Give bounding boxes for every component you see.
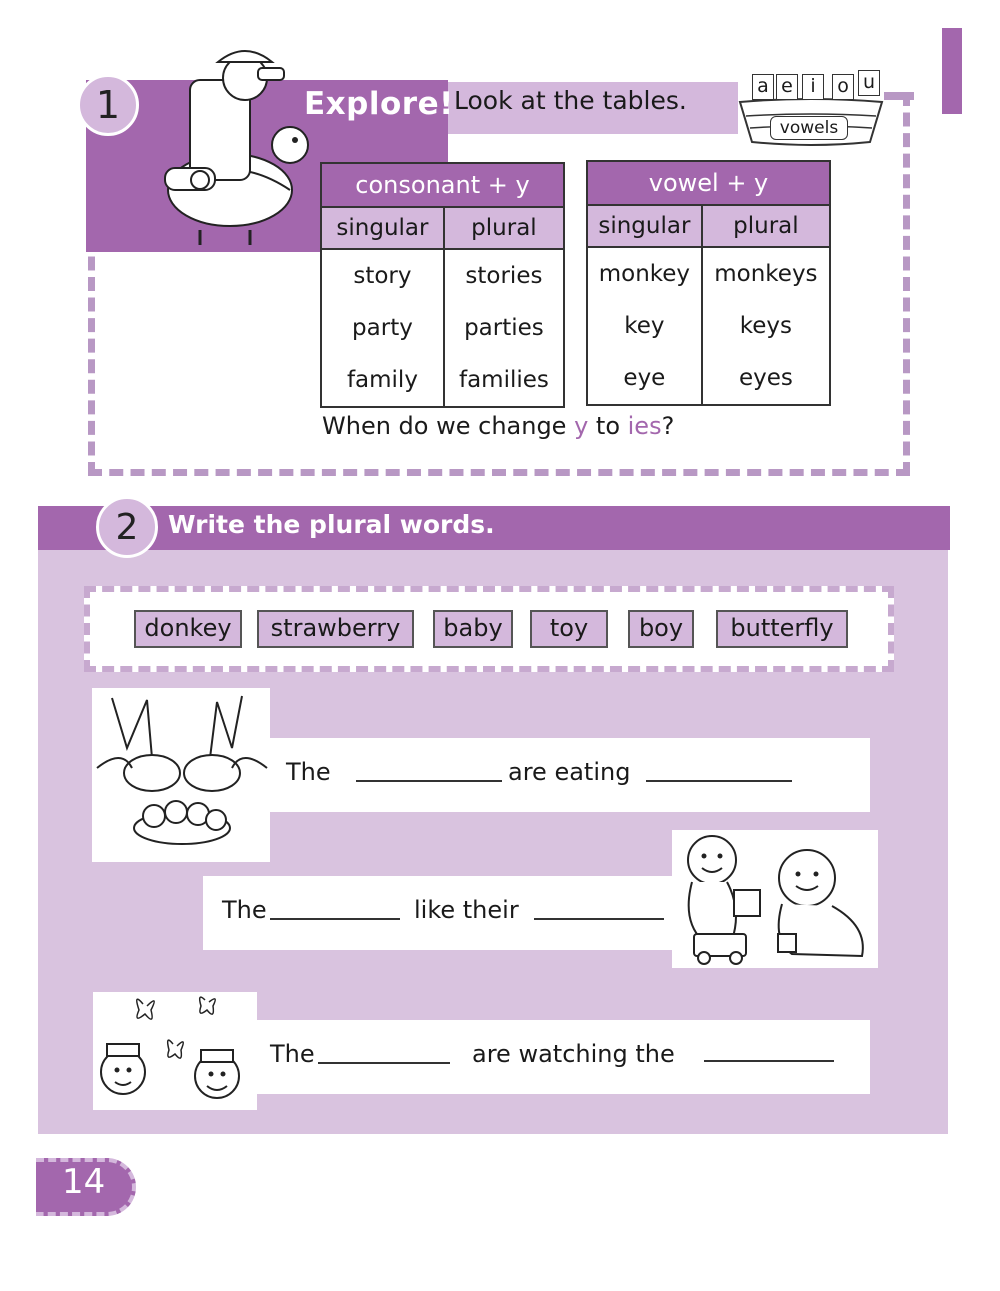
table-title: vowel + y (587, 161, 830, 205)
table-cell: family (321, 354, 444, 407)
instruction-text: Look at the tables. (454, 86, 687, 115)
sentence-1-word-the: The (286, 758, 331, 786)
vowel-e: e (776, 74, 798, 100)
vowel-i: i (802, 74, 824, 100)
sentence-1-verb: are eating (508, 758, 631, 786)
answer-blank[interactable] (356, 780, 502, 782)
word-tile-toy[interactable]: toy (530, 610, 608, 648)
vowel-a: a (752, 74, 774, 100)
sentence-2-verb: like their (414, 896, 519, 924)
vowels-label: vowels (770, 116, 848, 140)
table-cell: stories (444, 249, 564, 302)
column-header: singular (587, 205, 702, 247)
table-cell: eye (587, 352, 702, 405)
answer-blank[interactable] (534, 918, 664, 920)
answer-blank[interactable] (270, 918, 400, 920)
vowel-y-table (586, 160, 831, 406)
boys-butterflies-picture (93, 992, 257, 1110)
frame-corner (884, 92, 914, 100)
answer-blank[interactable] (318, 1062, 450, 1064)
table-cell: story (321, 249, 444, 302)
sentence-2-word-the: The (222, 896, 267, 924)
word-tile-baby[interactable]: baby (433, 610, 513, 648)
donkeys-icon (92, 688, 270, 862)
answer-blank[interactable] (646, 780, 792, 782)
explorer-on-tortoise-illustration (140, 40, 310, 250)
word-tile-strawberry[interactable]: strawberry (257, 610, 414, 648)
exercise-number-1: 1 (77, 74, 139, 136)
column-header: plural (702, 205, 830, 247)
table-cell: parties (444, 302, 564, 354)
question-text (322, 412, 674, 440)
table-cell: party (321, 302, 444, 354)
consonant-y-table (320, 162, 565, 408)
table-cell: key (587, 300, 702, 352)
table-cell: eyes (702, 352, 830, 405)
highlight-ies: ies (627, 412, 662, 440)
exercise-2-title: Write the plural words. (168, 510, 495, 539)
word-tile-butterfly[interactable]: butterfly (716, 610, 848, 648)
word-tile-boy[interactable]: boy (628, 610, 694, 648)
vowel-u: u (858, 70, 880, 96)
question-part: ? (661, 412, 675, 440)
column-header: plural (444, 207, 564, 249)
table-cell: monkey (587, 247, 702, 300)
corner-tab (942, 28, 962, 114)
word-tile-donkey[interactable]: donkey (134, 610, 242, 648)
butterflies-icon (93, 992, 257, 1110)
table-cell: monkeys (702, 247, 830, 300)
highlight-y: y (574, 412, 589, 440)
sentence-3-word-the: The (270, 1040, 315, 1068)
table-cell: keys (702, 300, 830, 352)
question-part: to (588, 412, 628, 440)
vowels-basket (736, 66, 886, 148)
donkeys-strawberries-picture (92, 688, 270, 862)
answer-blank[interactable] (704, 1060, 834, 1062)
page-number: 14 (62, 1162, 106, 1202)
babies-toys-picture (672, 830, 878, 968)
table-cell: families (444, 354, 564, 407)
vowel-o: o (832, 74, 854, 100)
table-title: consonant + y (321, 163, 564, 207)
babies-icon (672, 830, 878, 968)
column-header: singular (321, 207, 444, 249)
exercise-number-2: 2 (96, 496, 158, 558)
explore-label: Explore! (304, 86, 454, 122)
question-part: When do we change (322, 412, 575, 440)
sentence-3-verb: are watching the (472, 1040, 675, 1068)
